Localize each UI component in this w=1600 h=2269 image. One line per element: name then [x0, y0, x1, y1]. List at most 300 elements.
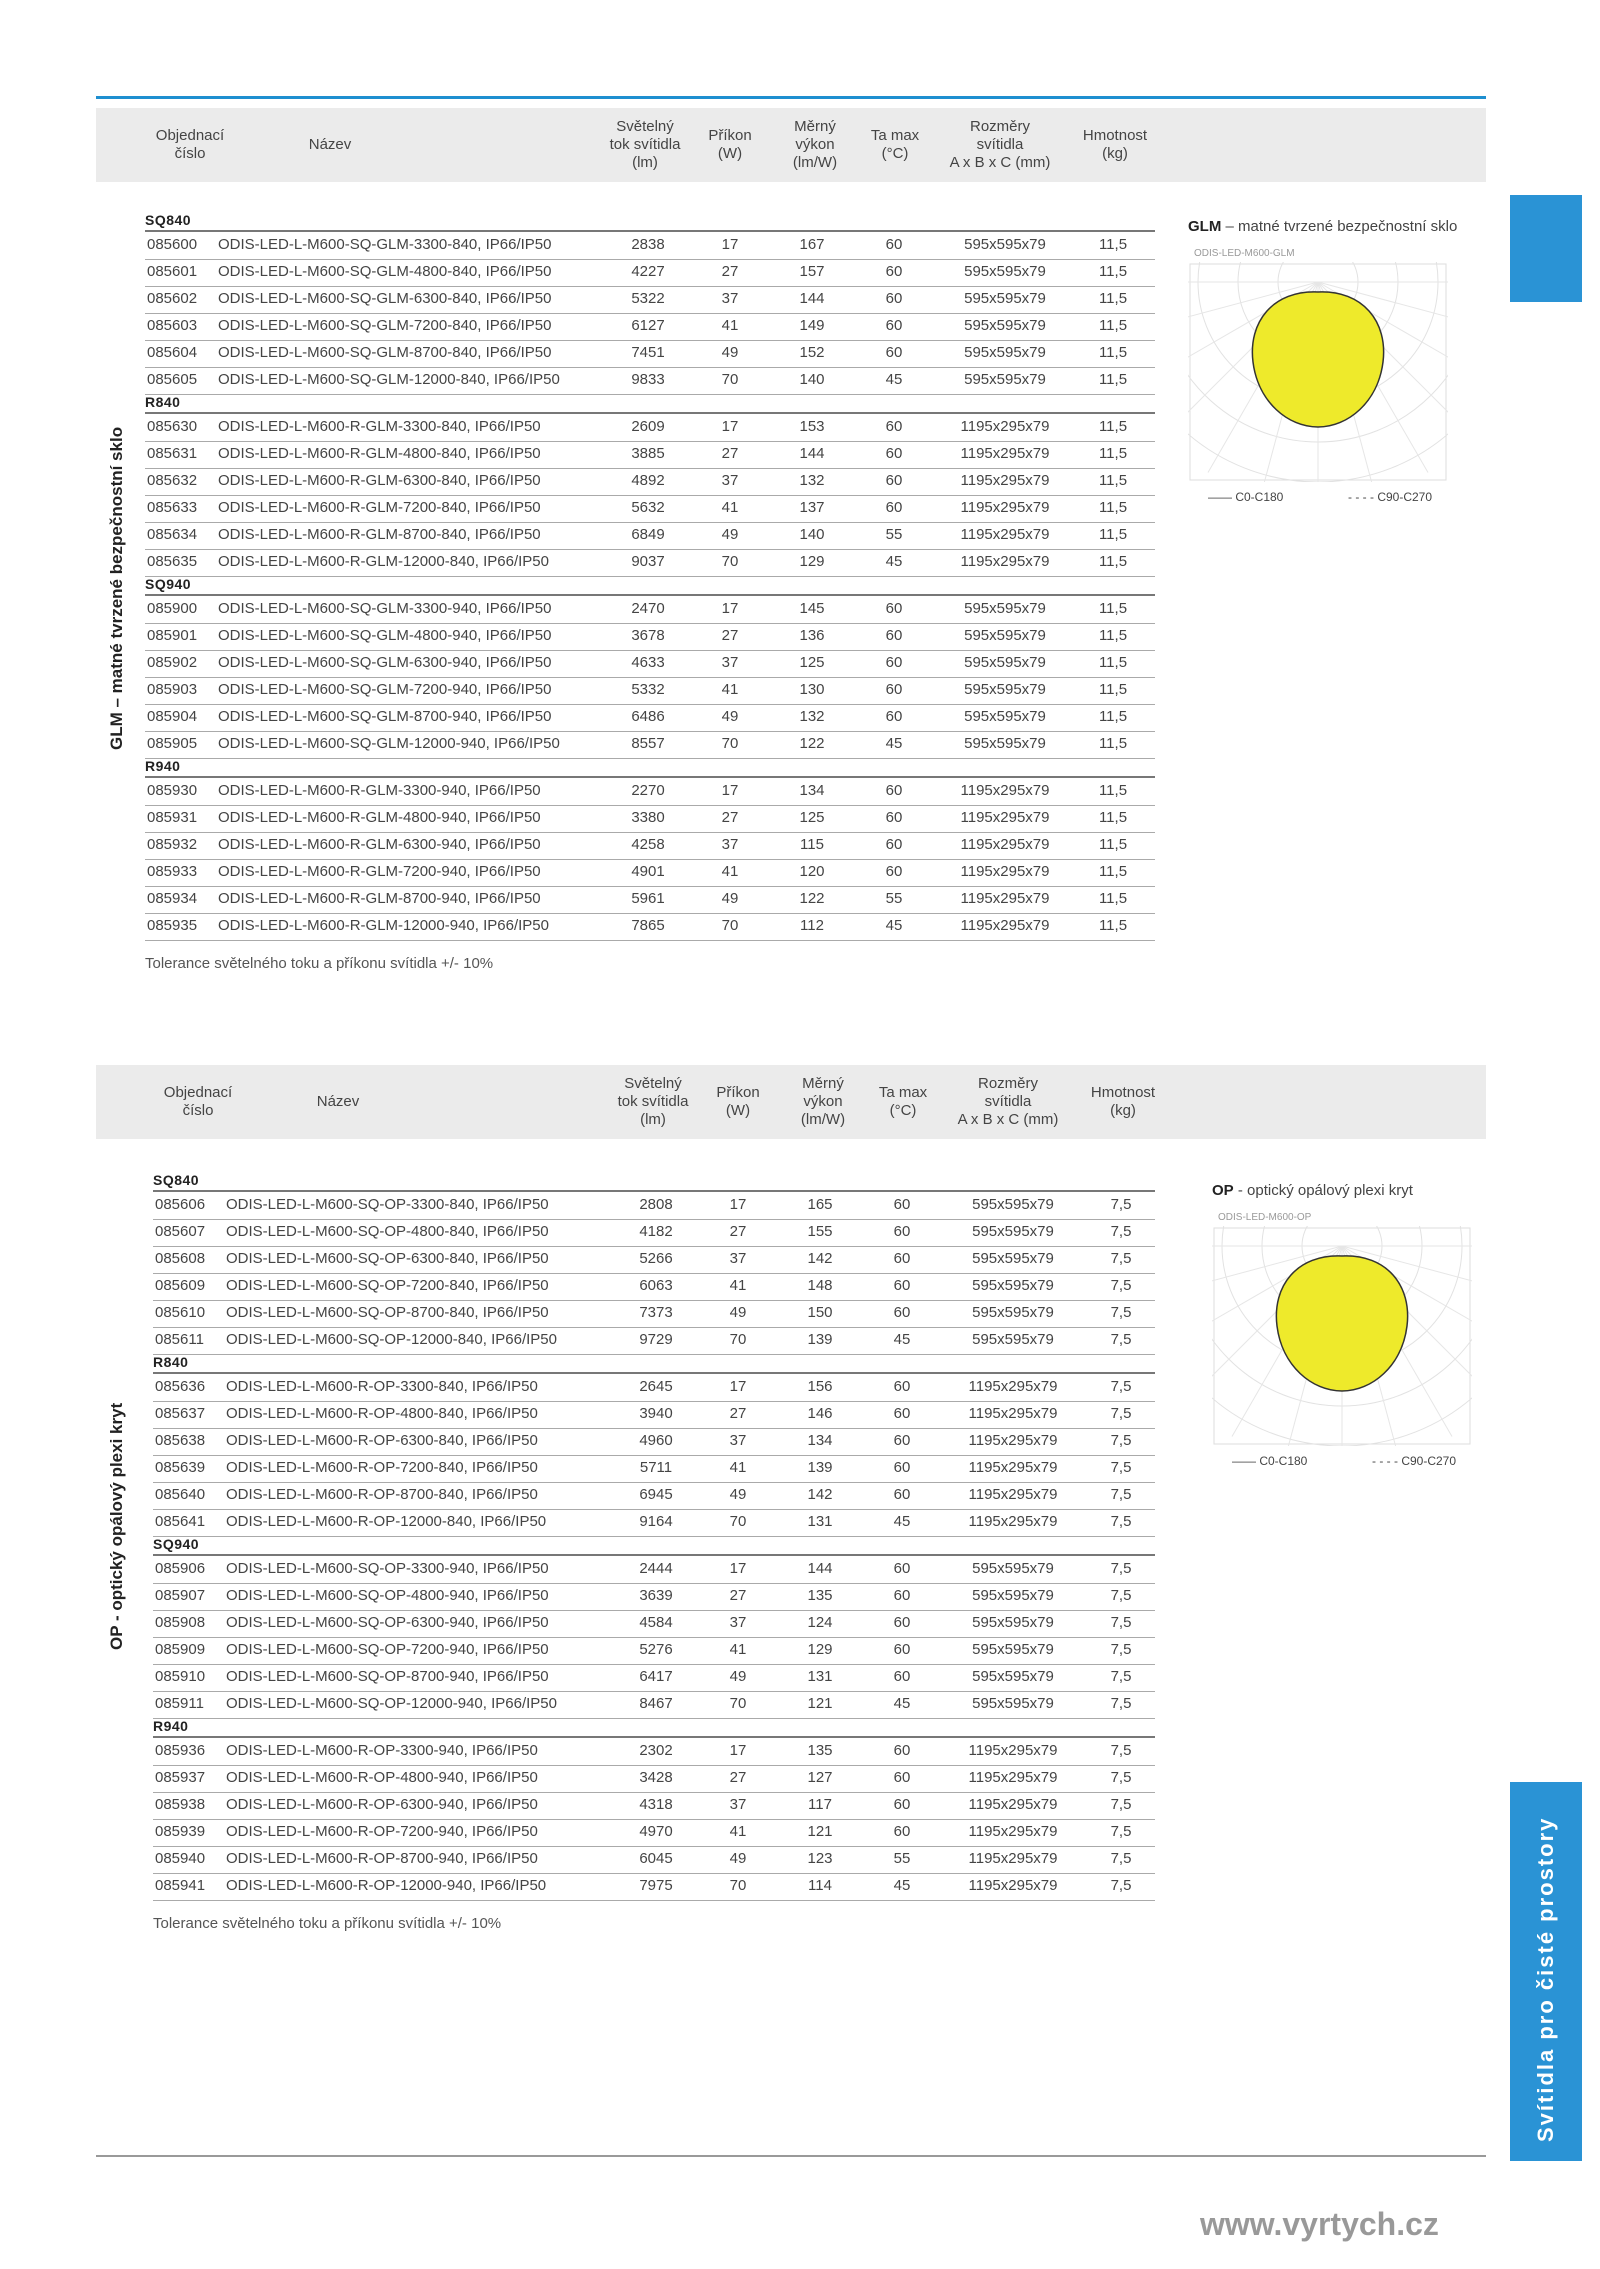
luminous-flux: 5322 — [631, 290, 665, 307]
weight: 11,5 — [1098, 418, 1128, 435]
product-name: ODIS-LED-L-M600-SQ-GLM-12000-840, IP66/IP50 — [218, 371, 560, 388]
efficacy: 125 — [799, 809, 825, 826]
header-col3: Světelný tok svítidla (lm) — [609, 118, 681, 171]
ta-max: 60 — [885, 627, 903, 644]
power: 70 — [729, 1877, 747, 1894]
power: 17 — [721, 600, 739, 617]
product-name: ODIS-LED-L-M600-R-GLM-6300-940, IP66/IP50 — [218, 836, 541, 853]
efficacy: 117 — [808, 1796, 832, 1813]
order-number: 085604 — [147, 344, 198, 361]
weight: 7,5 — [1110, 1459, 1132, 1476]
weight: 7,5 — [1110, 1223, 1132, 1240]
group-label: R940 — [145, 758, 181, 774]
efficacy: 135 — [807, 1587, 833, 1604]
luminous-flux: 3885 — [631, 445, 665, 462]
table-row — [153, 1873, 1155, 1901]
efficacy: 167 — [799, 236, 825, 253]
ta-max: 60 — [893, 1304, 911, 1321]
order-number: 085606 — [155, 1196, 206, 1213]
efficacy: 157 — [799, 263, 825, 280]
efficacy: 145 — [799, 600, 825, 617]
ta-max: 45 — [885, 371, 903, 388]
product-name: ODIS-LED-L-M600-R-GLM-12000-840, IP66/IP50 — [218, 553, 549, 570]
luminous-flux: 5266 — [639, 1250, 673, 1267]
polar-diagram — [1188, 262, 1448, 482]
weight: 11,5 — [1098, 526, 1128, 543]
dimensions: 1195x295x79 — [968, 1486, 1058, 1503]
section-side-title: OP - optický opálový plexi kryt — [107, 1402, 126, 1650]
power: 37 — [721, 290, 739, 307]
luminous-flux: 4892 — [631, 472, 665, 489]
table-row — [145, 549, 1155, 577]
table-row — [145, 778, 1155, 806]
efficacy: 150 — [807, 1304, 833, 1321]
dimensions: 595x595x79 — [972, 1250, 1054, 1267]
efficacy: 112 — [800, 917, 824, 934]
table-row — [145, 286, 1155, 314]
ta-max: 60 — [893, 1742, 911, 1759]
efficacy: 144 — [799, 445, 825, 462]
weight: 7,5 — [1110, 1823, 1132, 1840]
luminous-flux: 2470 — [631, 600, 665, 617]
table-row — [145, 623, 1155, 651]
weight: 11,5 — [1098, 263, 1128, 280]
power: 70 — [721, 735, 739, 752]
power: 27 — [721, 627, 739, 644]
efficacy: 140 — [799, 526, 825, 543]
dimensions: 1195x295x79 — [968, 1877, 1058, 1894]
table-row — [153, 1482, 1155, 1510]
order-number: 085906 — [155, 1560, 206, 1577]
table-row — [145, 367, 1155, 395]
order-number: 085905 — [147, 735, 198, 752]
weight: 7,5 — [1110, 1796, 1132, 1813]
power: 37 — [729, 1796, 747, 1813]
efficacy: 122 — [799, 735, 825, 752]
dimensions: 595x595x79 — [964, 708, 1046, 725]
group-label: SQ940 — [145, 576, 192, 592]
power: 70 — [721, 371, 739, 388]
product-name: ODIS-LED-L-M600-R-GLM-3300-840, IP66/IP50 — [218, 418, 541, 435]
efficacy: 142 — [807, 1486, 833, 1503]
ta-max: 55 — [893, 1850, 911, 1867]
header-col3: Světelný tok svítidla (lm) — [617, 1075, 689, 1128]
order-number: 085635 — [147, 553, 198, 570]
luminous-flux: 4258 — [631, 836, 665, 853]
header-col1: Objednací číslo — [155, 127, 225, 162]
weight: 7,5 — [1110, 1850, 1132, 1867]
power: 41 — [721, 317, 739, 334]
luminous-flux: 3428 — [639, 1769, 673, 1786]
efficacy: 121 — [807, 1823, 833, 1840]
table-row — [145, 495, 1155, 523]
efficacy: 144 — [807, 1560, 833, 1577]
weight: 7,5 — [1110, 1587, 1132, 1604]
group-label: SQ840 — [153, 1172, 200, 1188]
luminous-flux: 8557 — [631, 735, 665, 752]
header-col1: Objednací číslo — [163, 1084, 233, 1119]
table-row — [153, 1610, 1155, 1638]
diagram-name: ODIS-LED-M600-GLM — [1194, 248, 1295, 259]
luminous-flux: 4584 — [639, 1614, 673, 1631]
header-col7: Rozměry svítidla A x B x C (mm) — [957, 1075, 1059, 1128]
luminous-flux: 9037 — [631, 553, 665, 570]
order-number: 085608 — [155, 1250, 206, 1267]
table-row — [153, 1327, 1155, 1355]
dimensions: 595x595x79 — [972, 1331, 1054, 1348]
luminous-flux: 2270 — [631, 782, 665, 799]
ta-max: 60 — [893, 1405, 911, 1422]
ta-max: 60 — [893, 1196, 911, 1213]
luminous-flux: 5276 — [639, 1641, 673, 1658]
dimensions: 1195x295x79 — [960, 499, 1050, 516]
ta-max: 60 — [885, 445, 903, 462]
luminous-flux: 2444 — [639, 1560, 673, 1577]
ta-max: 60 — [885, 472, 903, 489]
order-number: 085932 — [147, 836, 198, 853]
luminous-flux: 5332 — [631, 681, 665, 698]
product-name: ODIS-LED-L-M600-SQ-OP-12000-840, IP66/IP50 — [226, 1331, 557, 1348]
dimensions: 595x595x79 — [964, 317, 1046, 334]
luminous-flux: 2808 — [639, 1196, 673, 1213]
dimensions: 1195x295x79 — [968, 1823, 1058, 1840]
dimensions: 1195x295x79 — [960, 863, 1050, 880]
efficacy: 139 — [807, 1331, 833, 1348]
table-row — [153, 1428, 1155, 1456]
table-row — [153, 1691, 1155, 1719]
power: 49 — [721, 344, 739, 361]
power: 17 — [729, 1196, 747, 1213]
power: 27 — [729, 1769, 747, 1786]
power: 41 — [721, 863, 739, 880]
luminous-flux: 4227 — [631, 263, 665, 280]
weight: 11,5 — [1098, 553, 1128, 570]
luminous-flux: 4960 — [639, 1432, 673, 1449]
table-row — [153, 1819, 1155, 1847]
table-row — [145, 414, 1155, 442]
product-name: ODIS-LED-L-M600-SQ-GLM-8700-940, IP66/IP50 — [218, 708, 552, 725]
order-number: 085607 — [155, 1223, 206, 1240]
header-col4: Příkon (W) — [708, 127, 752, 162]
header-col2: Název — [316, 1093, 360, 1110]
power: 41 — [729, 1823, 747, 1840]
product-name: ODIS-LED-L-M600-R-OP-6300-940, IP66/IP50 — [226, 1796, 538, 1813]
product-name: ODIS-LED-L-M600-SQ-GLM-8700-840, IP66/IP50 — [218, 344, 552, 361]
weight: 7,5 — [1110, 1614, 1132, 1631]
order-number: 085605 — [147, 371, 198, 388]
product-name: ODIS-LED-L-M600-SQ-GLM-7200-840, IP66/IP50 — [218, 317, 552, 334]
luminous-flux: 6063 — [639, 1277, 673, 1294]
luminous-flux: 2645 — [639, 1378, 673, 1395]
dimensions: 595x595x79 — [972, 1560, 1054, 1577]
efficacy: 115 — [800, 836, 824, 853]
ta-max: 60 — [885, 499, 903, 516]
ta-max: 60 — [885, 263, 903, 280]
weight: 7,5 — [1110, 1277, 1132, 1294]
luminous-flux: 4318 — [639, 1796, 673, 1813]
dimensions: 595x595x79 — [972, 1614, 1054, 1631]
efficacy: 123 — [807, 1850, 833, 1867]
efficacy: 144 — [799, 290, 825, 307]
weight: 7,5 — [1110, 1378, 1132, 1395]
product-name: ODIS-LED-L-M600-SQ-OP-4800-840, IP66/IP50 — [226, 1223, 549, 1240]
power: 41 — [729, 1277, 747, 1294]
product-name: ODIS-LED-L-M600-R-GLM-6300-840, IP66/IP50 — [218, 472, 541, 489]
luminous-flux: 7451 — [631, 344, 665, 361]
order-number: 085600 — [147, 236, 198, 253]
power: 41 — [729, 1641, 747, 1658]
product-name: ODIS-LED-L-M600-SQ-GLM-6300-940, IP66/IP50 — [218, 654, 552, 671]
product-name: ODIS-LED-L-M600-R-OP-3300-840, IP66/IP50 — [226, 1378, 538, 1395]
product-name: ODIS-LED-L-M600-R-OP-6300-840, IP66/IP50 — [226, 1432, 538, 1449]
weight: 11,5 — [1098, 317, 1128, 334]
dimensions: 595x595x79 — [972, 1641, 1054, 1658]
ta-max: 55 — [885, 890, 903, 907]
group-label: R840 — [153, 1354, 189, 1370]
dimensions: 1195x295x79 — [960, 418, 1050, 435]
luminous-flux: 2609 — [631, 418, 665, 435]
weight: 7,5 — [1110, 1641, 1132, 1658]
luminous-flux: 6486 — [631, 708, 665, 725]
dimensions: 1195x295x79 — [960, 809, 1050, 826]
ta-max: 60 — [885, 863, 903, 880]
power: 17 — [721, 418, 739, 435]
product-name: ODIS-LED-L-M600-SQ-OP-12000-940, IP66/IP50 — [226, 1695, 557, 1712]
efficacy: 132 — [799, 708, 825, 725]
ta-max: 55 — [885, 526, 903, 543]
table-row — [145, 441, 1155, 469]
power: 27 — [721, 263, 739, 280]
ta-max: 60 — [885, 317, 903, 334]
weight: 11,5 — [1098, 681, 1128, 698]
product-name: ODIS-LED-L-M600-R-GLM-12000-940, IP66/IP50 — [218, 917, 549, 934]
efficacy: 130 — [799, 681, 825, 698]
table-row — [145, 522, 1155, 550]
order-number: 085939 — [155, 1823, 206, 1840]
dimensions: 1195x295x79 — [968, 1769, 1058, 1786]
product-name: ODIS-LED-L-M600-R-OP-7200-940, IP66/IP50 — [226, 1823, 538, 1840]
group-label: SQ840 — [145, 212, 192, 228]
efficacy: 121 — [807, 1695, 833, 1712]
ta-max: 60 — [893, 1277, 911, 1294]
dimensions: 595x595x79 — [972, 1196, 1054, 1213]
luminous-flux: 3639 — [639, 1587, 673, 1604]
ta-max: 45 — [893, 1877, 911, 1894]
product-name: ODIS-LED-L-M600-SQ-OP-8700-940, IP66/IP50 — [226, 1668, 549, 1685]
product-name: ODIS-LED-L-M600-SQ-GLM-3300-940, IP66/IP50 — [218, 600, 552, 617]
ta-max: 60 — [893, 1223, 911, 1240]
group-label: SQ940 — [153, 1536, 200, 1552]
luminous-flux: 6127 — [631, 317, 665, 334]
efficacy: 149 — [799, 317, 825, 334]
ta-max: 45 — [885, 917, 903, 934]
top-accent-line — [96, 96, 1486, 99]
weight: 11,5 — [1098, 735, 1128, 752]
ta-max: 60 — [893, 1641, 911, 1658]
table-row — [153, 1401, 1155, 1429]
weight: 11,5 — [1098, 499, 1128, 516]
weight: 11,5 — [1098, 236, 1128, 253]
weight: 11,5 — [1098, 290, 1128, 307]
polar-diagram — [1212, 1226, 1472, 1446]
luminous-flux: 2302 — [639, 1742, 673, 1759]
order-number: 085936 — [155, 1742, 206, 1759]
header-col6: Ta max (°C) — [878, 1084, 928, 1119]
efficacy: 137 — [799, 499, 825, 516]
efficacy: 156 — [807, 1378, 833, 1395]
dimensions: 595x595x79 — [972, 1668, 1054, 1685]
tolerance-note: Tolerance světelného toku a příkonu svítidla +/- 10% — [145, 955, 494, 972]
luminous-flux: 9729 — [639, 1331, 673, 1348]
order-number: 085611 — [155, 1331, 204, 1348]
order-number: 085602 — [147, 290, 198, 307]
diagram-name: ODIS-LED-M600-OP — [1218, 1212, 1312, 1223]
dimensions: 1195x295x79 — [968, 1513, 1058, 1530]
weight: 11,5 — [1098, 445, 1128, 462]
weight: 7,5 — [1110, 1695, 1132, 1712]
weight: 11,5 — [1098, 654, 1128, 671]
efficacy: 134 — [799, 782, 825, 799]
table-row — [145, 468, 1155, 496]
header-col7: Rozměry svítidla A x B x C (mm) — [949, 118, 1051, 171]
dimensions: 595x595x79 — [964, 735, 1046, 752]
product-name: ODIS-LED-L-M600-R-OP-4800-840, IP66/IP50 — [226, 1405, 538, 1422]
efficacy: 124 — [807, 1614, 833, 1631]
order-number: 085633 — [147, 499, 198, 516]
ta-max: 60 — [893, 1587, 911, 1604]
efficacy: 155 — [807, 1223, 833, 1240]
table-row — [145, 886, 1155, 914]
ta-max: 60 — [885, 290, 903, 307]
product-name: ODIS-LED-L-M600-R-GLM-4800-940, IP66/IP50 — [218, 809, 541, 826]
order-number: 085631 — [147, 445, 198, 462]
table-row — [145, 650, 1155, 678]
order-number: 085638 — [155, 1432, 206, 1449]
efficacy: 153 — [799, 418, 825, 435]
power: 17 — [729, 1742, 747, 1759]
weight: 11,5 — [1098, 371, 1128, 388]
ta-max: 60 — [893, 1250, 911, 1267]
order-number: 085637 — [155, 1405, 206, 1422]
group-label: R940 — [153, 1718, 189, 1734]
table-row — [153, 1219, 1155, 1247]
weight: 11,5 — [1098, 344, 1128, 361]
power: 70 — [729, 1513, 747, 1530]
order-number: 085935 — [147, 917, 198, 934]
footer-line — [96, 2155, 1486, 2157]
efficacy: 132 — [799, 472, 825, 489]
product-name: ODIS-LED-L-M600-R-OP-3300-940, IP66/IP50 — [226, 1742, 538, 1759]
dimensions: 595x595x79 — [964, 290, 1046, 307]
order-number: 085909 — [155, 1641, 206, 1658]
table-row — [153, 1455, 1155, 1483]
ta-max: 60 — [885, 681, 903, 698]
ta-max: 60 — [885, 708, 903, 725]
order-number: 085902 — [147, 654, 198, 671]
table-row — [153, 1246, 1155, 1274]
legend-c0: —— C0-C180 — [1232, 1454, 1308, 1468]
order-number: 085630 — [147, 418, 198, 435]
order-number: 085931 — [147, 809, 198, 826]
ta-max: 60 — [885, 654, 903, 671]
product-name: ODIS-LED-L-M600-SQ-OP-4800-940, IP66/IP50 — [226, 1587, 549, 1604]
power: 17 — [721, 236, 739, 253]
efficacy: 122 — [799, 890, 825, 907]
order-number: 085907 — [155, 1587, 206, 1604]
order-number: 085634 — [147, 526, 198, 543]
efficacy: 129 — [807, 1641, 833, 1658]
dimensions: 595x595x79 — [964, 371, 1046, 388]
luminous-flux: 8467 — [639, 1695, 673, 1712]
luminous-flux: 6045 — [639, 1850, 673, 1867]
ta-max: 60 — [893, 1432, 911, 1449]
table-row — [153, 1792, 1155, 1820]
weight: 7,5 — [1110, 1196, 1132, 1213]
dimensions: 595x595x79 — [972, 1587, 1054, 1604]
legend-c90: - - - - C90-C270 — [1348, 490, 1433, 504]
table-row — [145, 832, 1155, 860]
product-name: ODIS-LED-L-M600-R-GLM-7200-940, IP66/IP50 — [218, 863, 541, 880]
efficacy: 152 — [799, 344, 825, 361]
table-row — [145, 704, 1155, 732]
table-row — [145, 731, 1155, 759]
luminous-flux: 3678 — [631, 627, 665, 644]
ta-max: 60 — [893, 1769, 911, 1786]
power: 17 — [729, 1560, 747, 1577]
ta-max: 60 — [885, 782, 903, 799]
luminous-flux: 6849 — [631, 526, 665, 543]
order-number: 085609 — [155, 1277, 206, 1294]
efficacy: 131 — [807, 1668, 833, 1685]
power: 27 — [721, 445, 739, 462]
ta-max: 60 — [885, 836, 903, 853]
order-number: 085911 — [155, 1695, 204, 1712]
product-name: ODIS-LED-L-M600-SQ-OP-3300-840, IP66/IP50 — [226, 1196, 549, 1213]
luminous-flux: 5632 — [631, 499, 665, 516]
table-row — [153, 1509, 1155, 1537]
order-number: 085941 — [155, 1877, 206, 1894]
efficacy: 148 — [807, 1277, 833, 1294]
ta-max: 60 — [893, 1378, 911, 1395]
order-number: 085641 — [155, 1513, 206, 1530]
legend-c90: - - - - C90-C270 — [1372, 1454, 1457, 1468]
dimensions: 1195x295x79 — [968, 1405, 1058, 1422]
diagram-title: OP - optický opálový plexi kryt — [1212, 1182, 1413, 1199]
order-number: 085933 — [147, 863, 198, 880]
luminous-flux: 7975 — [639, 1877, 673, 1894]
dimensions: 1195x295x79 — [968, 1850, 1058, 1867]
table-row — [153, 1846, 1155, 1874]
efficacy: 135 — [807, 1742, 833, 1759]
power: 27 — [729, 1405, 747, 1422]
luminous-flux: 2838 — [631, 236, 665, 253]
power: 37 — [721, 654, 739, 671]
product-name: ODIS-LED-L-M600-SQ-OP-6300-840, IP66/IP50 — [226, 1250, 549, 1267]
order-number: 085636 — [155, 1378, 206, 1395]
ta-max: 60 — [893, 1796, 911, 1813]
dimensions: 595x595x79 — [972, 1223, 1054, 1240]
header-col4: Příkon (W) — [716, 1084, 760, 1119]
luminous-flux: 7373 — [639, 1304, 673, 1321]
weight: 7,5 — [1110, 1769, 1132, 1786]
dimensions: 1195x295x79 — [960, 917, 1050, 934]
order-number: 085640 — [155, 1486, 206, 1503]
table-header — [96, 108, 1486, 182]
ta-max: 60 — [893, 1486, 911, 1503]
product-name: ODIS-LED-L-M600-SQ-OP-8700-840, IP66/IP50 — [226, 1304, 549, 1321]
luminous-flux: 9833 — [631, 371, 665, 388]
efficacy: 125 — [799, 654, 825, 671]
